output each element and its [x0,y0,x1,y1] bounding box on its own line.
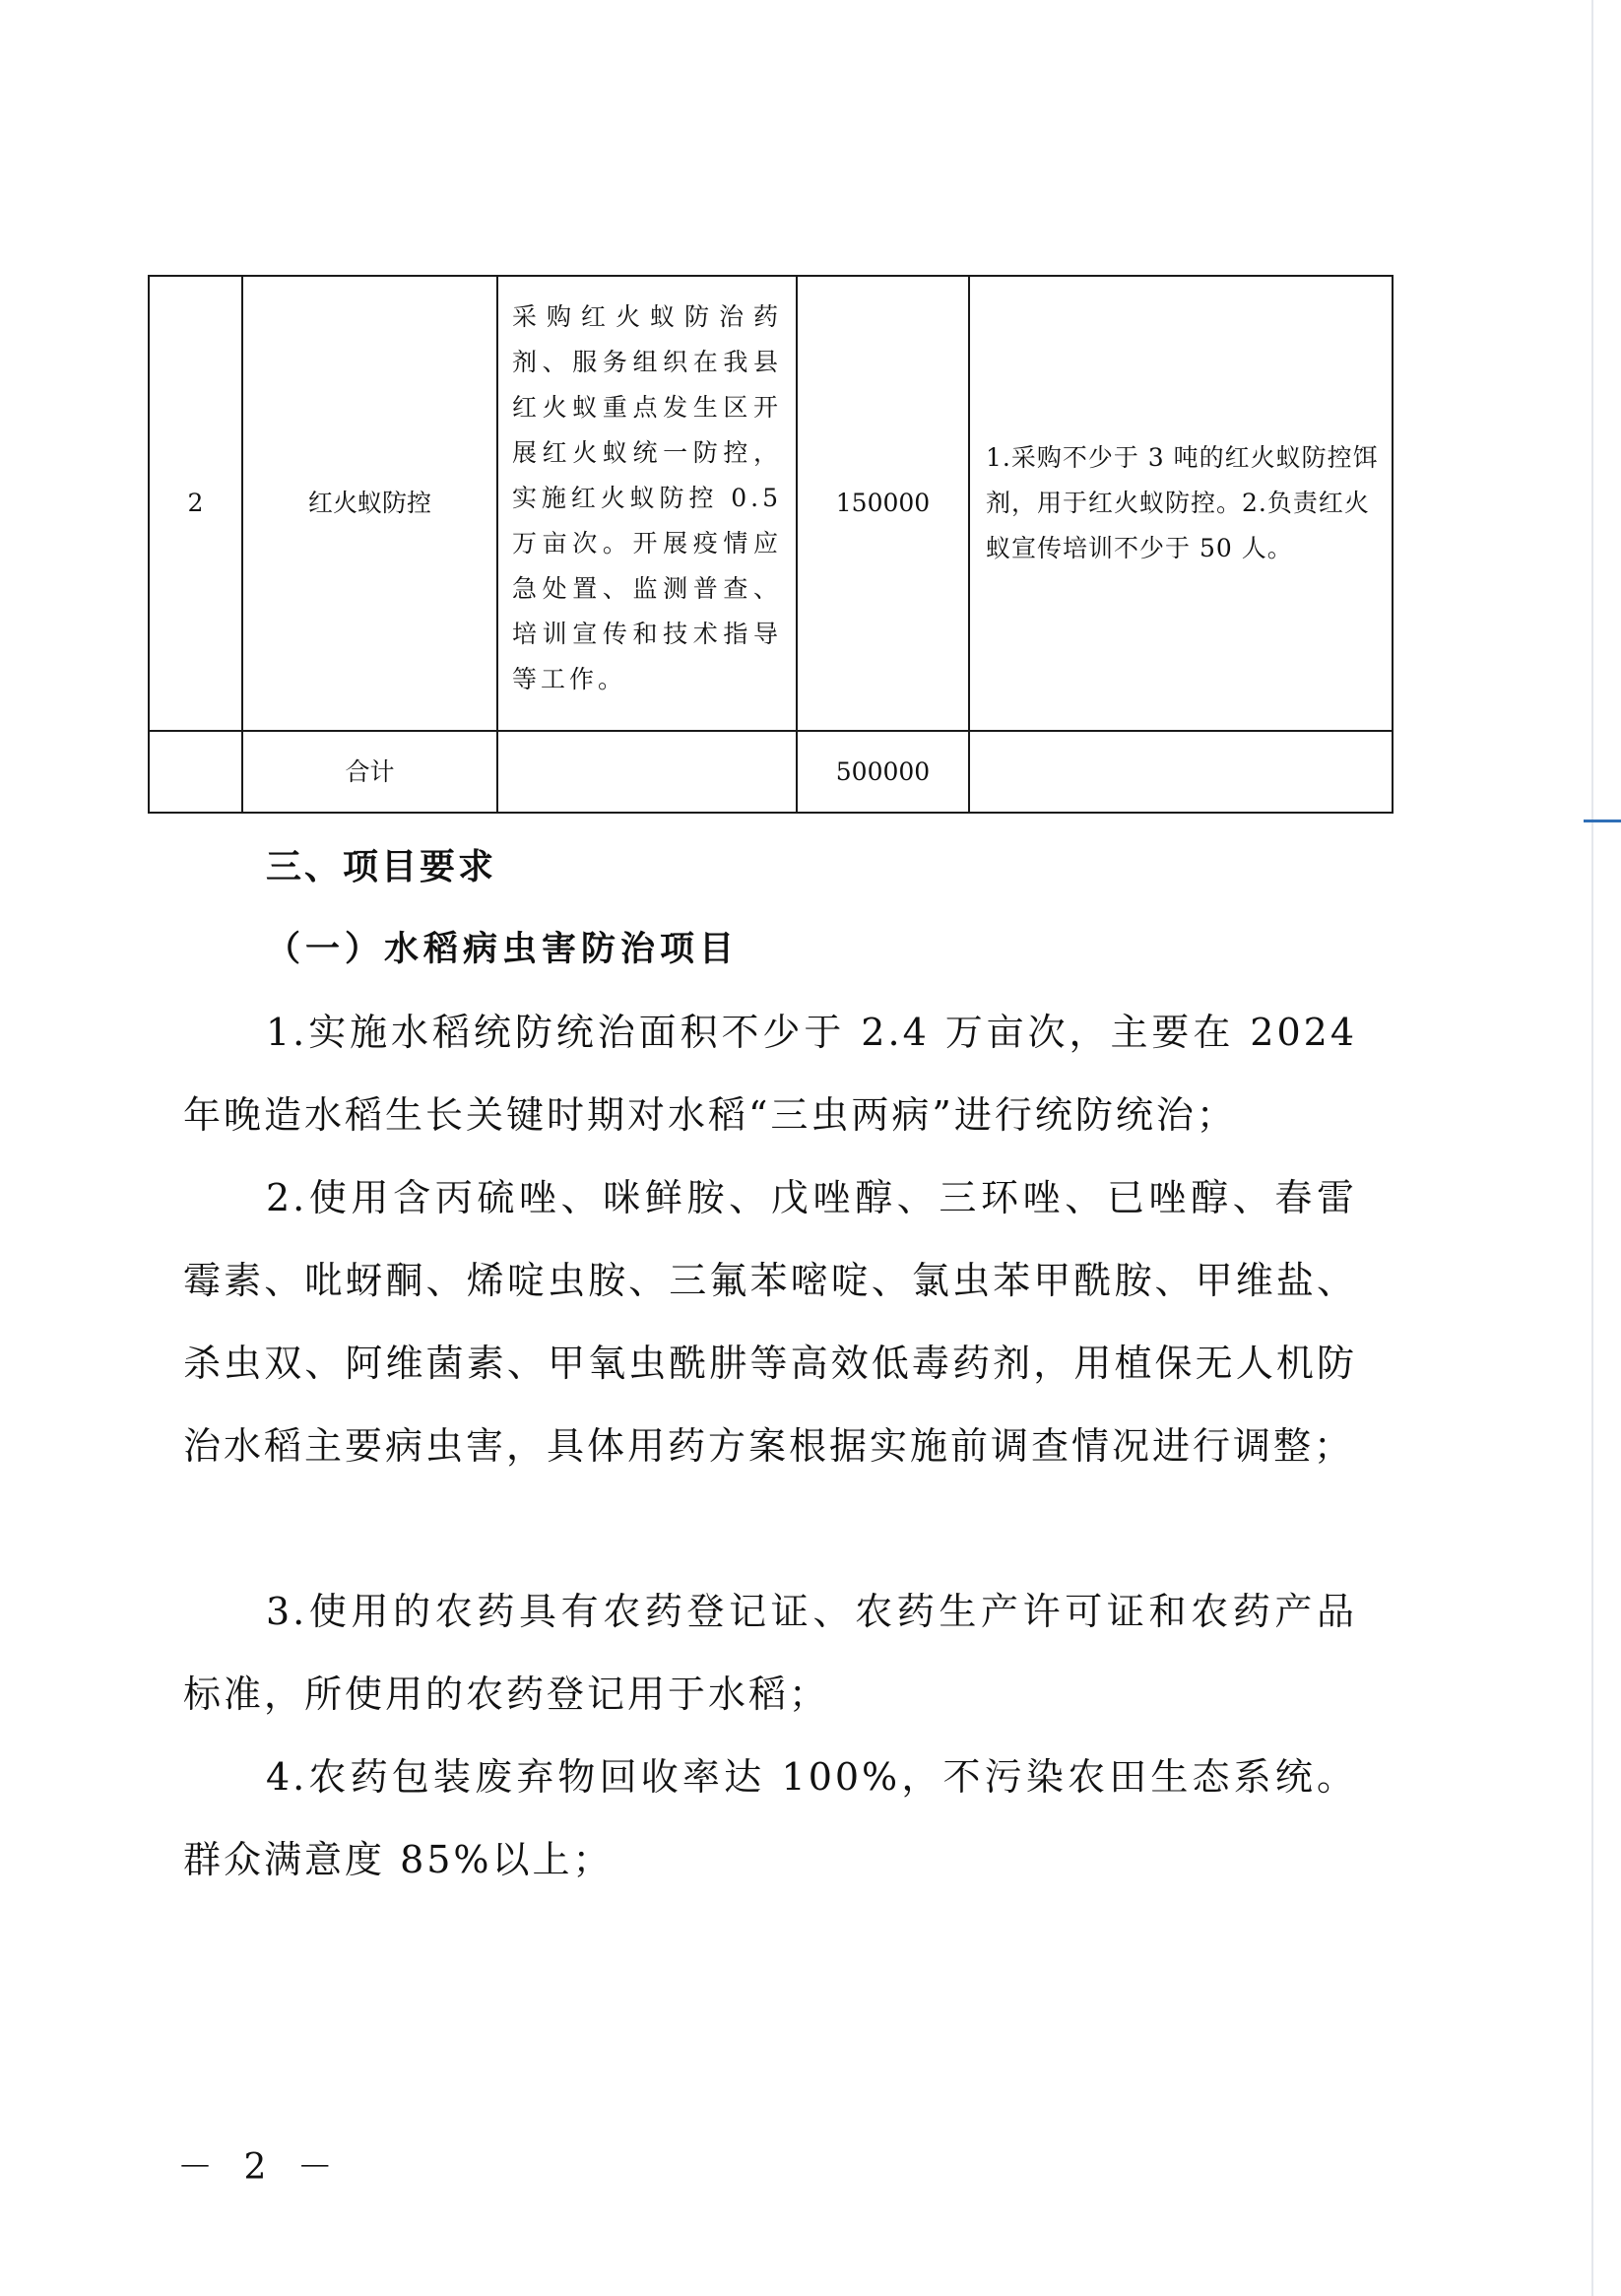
requirement-cell: 1.采购不少于 3 吨的红火蚁防控饵剂，用于红火蚁防控。2.负责红火蚁宣传培训不少于 50 人。 [969,276,1393,731]
requirement-item-2: 2.使用含丙硫唑、咪鲜胺、戊唑醇、三环唑、已唑醇、春雷霉素、吡蚜酮、烯啶虫胺、三氟苯嘧啶、氯虫苯甲酰胺、甲维盐、杀虫双、阿维菌素、甲氧虫酰肼等高效低毒药剂，用植保无人机防治水稻主要病虫害，具体用药方案根据实施前调查情况进行调整； [183,1176,1357,1468]
table-total-row [149,731,1393,813]
requirement-item-3: 3.使用的农药具有农药登记证、农药生产许可证和农药产品标准，所使用的农药登记用于水稻； [183,1590,1357,1716]
page-number: － 2 － [177,2147,343,2188]
requirement-item-4: 4.农药包装废弃物回收率达 100%，不污染农田生态系统。群众满意度 85%以上； [183,1755,1357,1881]
project-content-cell: 采购红火蚁防治药剂、服务组织在我县红火蚁重点发生区开展红火蚁统一防控，实施红火蚁防控 0.5 万亩次。开展疫情应急处置、监测普查、培训宣传和技术指导等工作。 [497,276,797,731]
scan-edge-line [1591,0,1593,2296]
section-heading: 三、项目要求 [266,847,497,887]
requirement-item-1: 1.实施水稻统防统治面积不少于 2.4 万亩次，主要在 2024 年晚造水稻生长关键时期对水稻“三虫两病”进行统防统治； [183,1011,1357,1137]
scan-edge-mark [1584,820,1621,822]
row-index-cell: 2 [149,276,242,731]
total-amount-cell: 500000 [797,731,969,813]
project-name-cell: 红火蚁防控 [242,276,497,731]
total-note-cell [969,731,1393,813]
section-subheading: （一）水稻病虫害防治项目 [266,929,740,969]
table-row [149,276,1393,731]
amount-cell: 150000 [797,276,969,731]
project-table [148,275,1394,814]
total-content-cell [497,731,797,813]
total-label-cell: 合计 [242,731,497,813]
total-index-cell [149,731,242,813]
